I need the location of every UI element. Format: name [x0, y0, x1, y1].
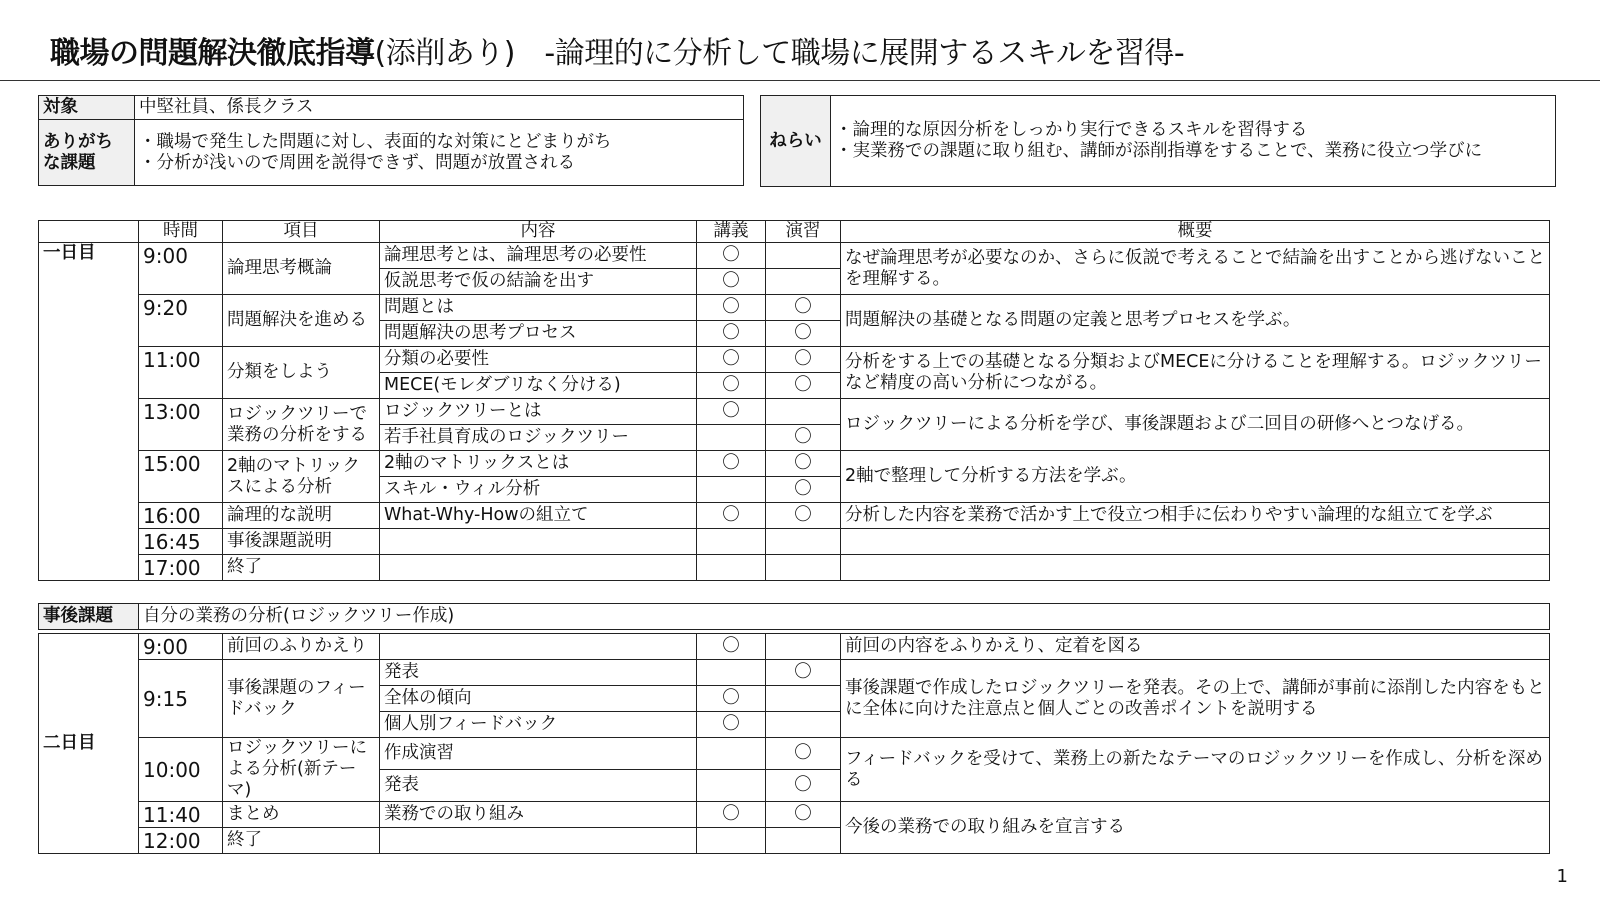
- time-cell: 9:20: [139, 295, 223, 347]
- exercise-mark: 〇: [766, 802, 841, 828]
- item-cell: まとめ: [223, 802, 380, 828]
- table-row: [39, 802, 1550, 828]
- header-blank: [39, 221, 139, 243]
- item-cell: ロジックツリーによる分析(新テーマ): [223, 738, 380, 802]
- time-cell: 10:00: [139, 738, 223, 802]
- content-cell: 問題解決の思考プロセス: [380, 321, 697, 347]
- target-value: 中堅社員、係長クラス: [135, 96, 744, 120]
- content-cell: 若手社員育成のロジックツリー: [380, 425, 697, 451]
- table-row: [39, 529, 1550, 555]
- content-cell: 問題とは: [380, 295, 697, 321]
- item-cell: 事後課題説明: [223, 529, 380, 555]
- day2-label: 二日目: [39, 634, 139, 854]
- table-row: [39, 634, 1550, 660]
- aim-line: ・実業務での課題に取り組む、講師が添削指導をすることで、業務に役立つ学びに: [835, 141, 1483, 161]
- lecture-mark: [697, 555, 766, 581]
- lecture-mark: 〇: [697, 295, 766, 321]
- title-divider: [0, 80, 1600, 81]
- item-cell: 事後課題のフィードバック: [223, 660, 380, 738]
- lecture-mark: 〇: [697, 451, 766, 477]
- summary-cell: 事後課題で作成したロジックツリーを発表。その上で、講師が事前に添削した内容をもとに全体に向けた注意点と個人ごとの改善ポイントを説明する: [841, 660, 1550, 738]
- summary-cell: 前回の内容をふりかえり、定着を図る: [841, 634, 1550, 660]
- homework-label: 事後課題: [39, 604, 139, 630]
- summary-cell: なぜ論理思考が必要なのか、さらに仮説で考えることで結論を出すことから逃げないことを理解する。: [841, 243, 1550, 295]
- day1-label: 一日目: [39, 243, 139, 581]
- table-row: [39, 451, 1550, 477]
- lecture-mark: 〇: [697, 686, 766, 712]
- issue-line: ・職場で発生した問題に対し、表面的な対策にとどまりがち: [139, 131, 612, 152]
- exercise-mark: [766, 269, 841, 295]
- page-title-main: 職場の問題解決徹底指導: [50, 36, 375, 71]
- content-cell: 仮説思考で仮の結論を出す: [380, 269, 697, 295]
- time-cell: 11:00: [139, 347, 223, 399]
- header-content: 内容: [380, 221, 697, 243]
- info-table-target: [38, 95, 744, 186]
- lecture-mark: 〇: [697, 503, 766, 529]
- lecture-mark: 〇: [697, 373, 766, 399]
- lecture-mark: [697, 738, 766, 770]
- aim-label: ねらい: [761, 96, 831, 187]
- time-cell: 16:00: [139, 503, 223, 529]
- table-row: [39, 347, 1550, 373]
- content-cell: 発表: [380, 660, 697, 686]
- target-label: 対象: [39, 96, 135, 120]
- content-cell: What-Why-Howの組立て: [380, 503, 697, 529]
- exercise-mark: 〇: [766, 503, 841, 529]
- content-cell: ロジックツリーとは: [380, 399, 697, 425]
- content-cell: 2軸のマトリックスとは: [380, 451, 697, 477]
- summary-cell: 分析をする上での基礎となる分類およびMECEに分けることを理解する。ロジックツリーなど精度の高い分析につながる。: [841, 347, 1550, 399]
- homework-table: [38, 603, 1550, 630]
- content-cell: 論理思考とは、論理思考の必要性: [380, 243, 697, 269]
- time-cell: 13:00: [139, 399, 223, 451]
- exercise-mark: [766, 243, 841, 269]
- summary-cell: 問題解決の基礎となる問題の定義と思考プロセスを学ぶ。: [841, 295, 1550, 347]
- issue-line: ・分析が浅いので周囲を説得できず、問題が放置される: [139, 152, 576, 173]
- issues-label: ありがち な課題: [39, 120, 135, 186]
- lecture-mark: [697, 828, 766, 854]
- time-cell: 9:00: [139, 243, 223, 295]
- exercise-mark: 〇: [766, 295, 841, 321]
- content-cell: [380, 634, 697, 660]
- page-number: 1: [1556, 866, 1568, 887]
- content-cell: MECE(モレダブリなく分ける): [380, 373, 697, 399]
- schedule-table-day2: [38, 633, 1550, 854]
- content-cell: スキル・ウィル分析: [380, 477, 697, 503]
- summary-cell: ロジックツリーによる分析を学び、事後課題および二回目の研修へとつなげる。: [841, 399, 1550, 451]
- content-cell: 分類の必要性: [380, 347, 697, 373]
- item-cell: ロジックツリーで業務の分析をする: [223, 399, 380, 451]
- exercise-mark: [766, 634, 841, 660]
- issues-value: [135, 120, 744, 186]
- time-cell: 12:00: [139, 828, 223, 854]
- item-cell: 前回のふりかえり: [223, 634, 380, 660]
- lecture-mark: 〇: [697, 399, 766, 425]
- exercise-mark: 〇: [766, 321, 841, 347]
- exercise-mark: [766, 828, 841, 854]
- item-cell: 分類をしよう: [223, 347, 380, 399]
- content-cell: [380, 828, 697, 854]
- time-cell: 9:00: [139, 634, 223, 660]
- exercise-mark: [766, 399, 841, 425]
- exercise-mark: 〇: [766, 373, 841, 399]
- summary-cell: フィードバックを受けて、業務上の新たなテーマのロジックツリーを作成し、分析を深める: [841, 738, 1550, 802]
- header-time: 時間: [139, 221, 223, 243]
- item-cell: 終了: [223, 828, 380, 854]
- content-cell: 全体の傾向: [380, 686, 697, 712]
- header-lecture: 講義: [697, 221, 766, 243]
- page-title: [50, 28, 1184, 72]
- table-row: [39, 399, 1550, 425]
- table-row: [39, 295, 1550, 321]
- lecture-mark: 〇: [697, 347, 766, 373]
- exercise-mark: 〇: [766, 425, 841, 451]
- content-cell: 業務での取り組み: [380, 802, 697, 828]
- content-cell: 作成演習: [380, 738, 697, 770]
- exercise-mark: 〇: [766, 660, 841, 686]
- header-item: 項目: [223, 221, 380, 243]
- item-cell: 論理的な説明: [223, 503, 380, 529]
- homework-value: 自分の業務の分析(ロジックツリー作成): [139, 604, 1550, 630]
- exercise-mark: [766, 555, 841, 581]
- exercise-mark: 〇: [766, 770, 841, 802]
- exercise-mark: 〇: [766, 477, 841, 503]
- content-cell: [380, 529, 697, 555]
- item-cell: 論理思考概論: [223, 243, 380, 295]
- summary-cell: 今後の業務での取り組みを宣言する: [841, 802, 1550, 854]
- content-cell: 発表: [380, 770, 697, 802]
- exercise-mark: 〇: [766, 451, 841, 477]
- lecture-mark: [697, 425, 766, 451]
- table-row: [39, 738, 1550, 770]
- page-title-sub: (添削あり) -論理的に分析して職場に展開するスキルを習得-: [374, 36, 1185, 71]
- summary-cell: 分析した内容を業務で活かす上で役立つ相手に伝わりやすい論理的な組立てを学ぶ: [841, 503, 1550, 529]
- item-cell: 2軸のマトリックスによる分析: [223, 451, 380, 503]
- info-table-aim: [760, 95, 1556, 187]
- exercise-mark: [766, 529, 841, 555]
- header-exercise: 演習: [766, 221, 841, 243]
- lecture-mark: 〇: [697, 802, 766, 828]
- content-cell: [380, 555, 697, 581]
- time-cell: 17:00: [139, 555, 223, 581]
- lecture-mark: 〇: [697, 321, 766, 347]
- aim-line: ・論理的な原因分析をしっかり実行できるスキルを習得する: [835, 120, 1308, 140]
- time-cell: 16:45: [139, 529, 223, 555]
- lecture-mark: 〇: [697, 243, 766, 269]
- lecture-mark: 〇: [697, 269, 766, 295]
- table-row: [39, 503, 1550, 529]
- exercise-mark: [766, 712, 841, 738]
- table-row: [39, 555, 1550, 581]
- item-cell: 終了: [223, 555, 380, 581]
- exercise-mark: 〇: [766, 738, 841, 770]
- time-cell: 15:00: [139, 451, 223, 503]
- lecture-mark: [697, 770, 766, 802]
- table-row: [39, 660, 1550, 686]
- lecture-mark: 〇: [697, 634, 766, 660]
- exercise-mark: 〇: [766, 347, 841, 373]
- header-summary: 概要: [841, 221, 1550, 243]
- lecture-mark: [697, 660, 766, 686]
- summary-cell: 2軸で整理して分析する方法を学ぶ。: [841, 451, 1550, 503]
- lecture-mark: 〇: [697, 712, 766, 738]
- content-cell: 個人別フィードバック: [380, 712, 697, 738]
- aim-value: [831, 96, 1556, 187]
- exercise-mark: [766, 686, 841, 712]
- item-cell: 問題解決を進める: [223, 295, 380, 347]
- lecture-mark: [697, 477, 766, 503]
- table-row: [39, 243, 1550, 269]
- time-cell: 11:40: [139, 802, 223, 828]
- time-cell: 9:15: [139, 660, 223, 738]
- lecture-mark: [697, 529, 766, 555]
- summary-cell: [841, 555, 1550, 581]
- summary-cell: [841, 529, 1550, 555]
- schedule-table-day1: [38, 220, 1550, 581]
